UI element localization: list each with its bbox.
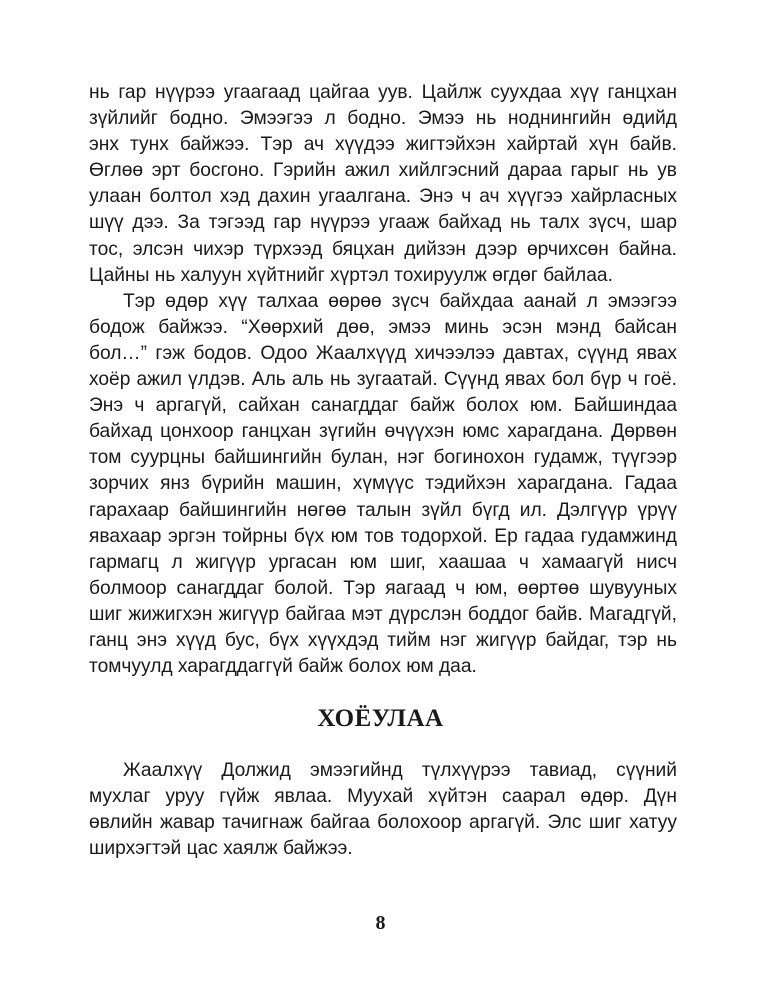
- text-line: бол…” гэж бодов. Одоо Жаалхүүд хичээлээ давтах, сүүнд явах: [89, 342, 677, 364]
- text-line: ганц энэ хүүд бус, бүх хүүхдэд тийм нэг жигүүр байдаг, тэр нь: [89, 629, 677, 651]
- text-line: хоёр ажил үлдэв. Аль аль нь зугаатай. Сүүнд явах бол бүр ч гоё.: [89, 369, 677, 391]
- body-text-lower: [89, 758, 677, 862]
- text-line: мухлаг уруу гүйж явлаа. Муухай хүйтэн саарал өдөр. Дүн: [89, 786, 677, 808]
- text-line: энх тунх байжээ. Тэр ач хүүдээ жигтэйхэн хайртай хүн байв.: [89, 134, 677, 156]
- text-line: өвлийн жавар тачигнаж байгаа болохоор аргагүй. Элс шиг хатуу: [89, 812, 677, 834]
- section-title: ХОЁУЛАА: [317, 705, 444, 732]
- page-number: 8: [375, 912, 386, 934]
- text-line: гармагц л жигүүр ургасан юм шиг, хаашаа ч хамаагүй нисч: [89, 551, 677, 573]
- paragraph-third: [89, 758, 677, 862]
- text-line: байхад цонхоор ганцхан зүгийн өчүүхэн юмс харагдана. Дөрвөн: [89, 421, 677, 443]
- text-line: бодож байжээ. “Хөөрхий дөө, эмээ минь эсэн мэнд байсан: [89, 316, 677, 338]
- text-line: гарахаар байшингийн нөгөө талын зүйл бүгд ил. Дэлгүүр үрүү: [89, 499, 677, 521]
- paragraph-continued: [89, 80, 677, 289]
- text-line: Тэр өдөр хүү талхаа өөрөө зүсч байхдаа аанай л эмээгээ: [123, 290, 677, 312]
- body-text-upper: [89, 80, 677, 680]
- text-line: том суурцны байшингийн булан, нэг богинохон гудамж, түүгээр: [89, 447, 677, 469]
- text-line: болмоор санагддаг болой. Тэр яагаад ч юм, өөртөө шувууных: [89, 577, 677, 599]
- text-line: Өглөө эрт босгоно. Гэрийн ажил хийлгэсний дараа гарыг нь ув: [89, 160, 677, 182]
- text-line: шиг жижигхэн жигүүр байгаа мэт дүрслэн боддог байв. Магадгүй,: [89, 603, 677, 625]
- text-line: Жаалхүү Должид эмээгийнд түлхүүрээ тавиад, сүүний: [123, 760, 677, 781]
- text-line: зүйлийг бодно. Эмээгээ л бодно. Эмээ нь ноднингийн өдийд: [89, 108, 677, 130]
- text-line: Энэ ч аргагүй, сайхан санагддаг байж болох юм. Байшиндаа: [89, 395, 677, 417]
- text-line: тос, элсэн чихэр түрхээд бяцхан дийзэн дээр өрчихсөн байна.: [89, 238, 677, 260]
- paragraph-second: [89, 289, 677, 680]
- text-line: улаан болтол хэд дахин угаалгана. Энэ ч ач хүүгээ хайрласных: [89, 186, 677, 208]
- text-line: томчуулд харагддаггүй байж болох юм даа.: [89, 656, 477, 678]
- text-line: Цайны нь халуун хүйтнийг хүртэл тохируулж өгдөг байлаа.: [89, 264, 613, 286]
- text-line: шүү дээ. За тэгээд гар нүүрээ угааж байхад нь талх зүсч, шар: [89, 212, 677, 234]
- text-line: нь гар нүүрээ угаагаад цайгаа уув. Цайлж суухдаа хүү ганцхан: [89, 82, 677, 103]
- text-line: явахаар эргэн тойрны бүх юм тов тодорхой. Ер гадаа гудамжинд: [89, 525, 677, 547]
- text-line: зорчих янз бүрийн машин, хүмүүс тэдийхэн харагдана. Гадаа: [89, 473, 677, 495]
- text-line: ширхэгтэй цас хаялж байжээ.: [89, 838, 353, 860]
